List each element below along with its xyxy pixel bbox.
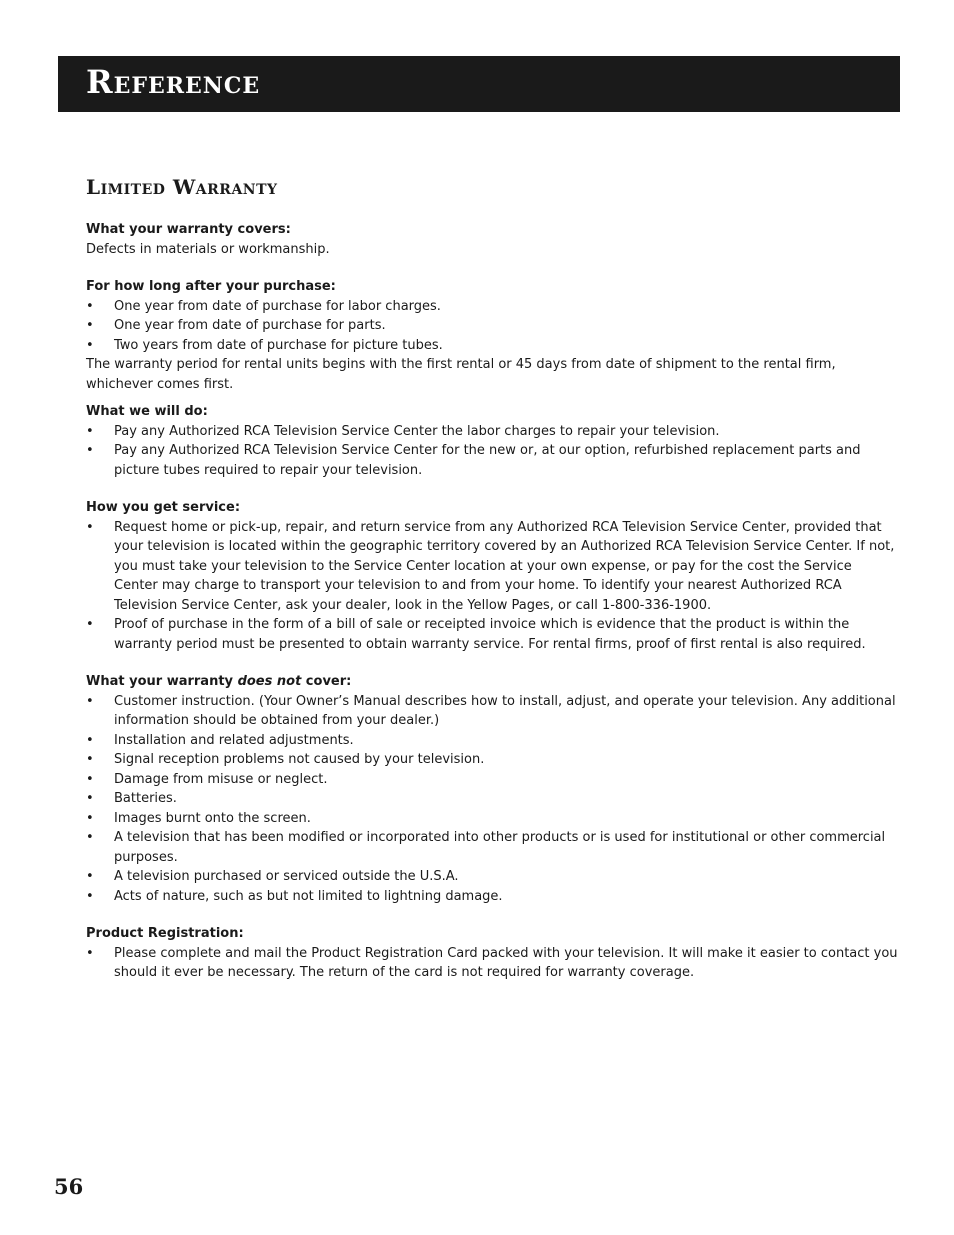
- rental-note: The warranty period for rental units begins with the first rental or 45 days from date of shipment to the rental firm, whichever comes first.: [86, 357, 836, 392]
- list-item: • One year from date of purchase for parts.: [86, 316, 898, 336]
- list-item: • Damage from misuse or neglect.: [86, 770, 898, 790]
- list-item: • A television that has been modified or incorporated into other products or is used for institutional or other commercial purposes.: [86, 830, 886, 865]
- list-item: • A television purchased or serviced outside the U.S.A.: [86, 867, 898, 887]
- header-bar: [58, 56, 900, 112]
- list-item: • Proof of purchase in the form of a bill of sale or receipted invoice which is evidence that the product is within the warranty period must be presented to obtain warranty service. For rental firms, proof of first rental is also required.: [86, 617, 866, 652]
- how-long-section: [86, 277, 898, 394]
- bullet-icon: •: [86, 443, 94, 458]
- list-item: • Customer instruction. (Your Owner’s Manual describes how to install, adjust, and operate your television. Any additional information should be obtained from your dealer.): [86, 693, 896, 728]
- list-item: • Images burnt onto the screen.: [86, 809, 898, 829]
- will-do-list: [86, 422, 898, 481]
- not-cover-section: [86, 672, 898, 906]
- registration-heading: Product Registration:: [86, 926, 244, 941]
- bullet-icon: •: [86, 318, 94, 333]
- bullet-icon: •: [86, 423, 94, 439]
- page-header-title: Reference: [86, 63, 261, 101]
- list-item: • Pay any Authorized RCA Television Service Center the labor charges to repair your television.: [86, 422, 898, 442]
- list-item: • Signal reception problems not caused by your television.: [86, 750, 898, 770]
- covers-text: Defects in materials or workmanship.: [86, 241, 330, 257]
- service-section: [86, 498, 898, 654]
- not-cover-emphasis: does not: [237, 674, 302, 689]
- bullet-icon: •: [86, 888, 94, 904]
- covers-section: [86, 220, 898, 259]
- bullet-icon: •: [86, 810, 94, 826]
- bullet-icon: •: [86, 752, 94, 767]
- bullet-icon: •: [86, 693, 94, 709]
- not-cover-heading: What your warranty does not cover:: [86, 674, 352, 689]
- section-title: Limited Warranty: [86, 175, 278, 199]
- how-long-list: [86, 297, 898, 356]
- list-item: • Batteries.: [86, 789, 898, 809]
- bullet-icon: •: [86, 830, 94, 845]
- list-item: • Request home or pick-up, repair, and return service from any Authorized RCA Television Service Center, provided that your television is located within the geographic territory covered by an Authorized RCA Television Service Center. If not, you must take your television to the Service Center location at your own expense, or pay for the cost the Service Center may charge to transport your television to and from your home. To identify your nearest Authorized RCA Television Service Center, ask your dealer, look in the Yellow Pages, or call 1-800-336-1900.: [86, 519, 895, 613]
- will-do-section: [86, 402, 898, 480]
- bullet-icon: •: [86, 519, 94, 535]
- bullet-icon: •: [86, 732, 94, 748]
- list-item: • Please complete and mail the Product Registration Card packed with your television. It will make it easier to contact you should it ever be necessary. The return of the card is not required for warranty coverage.: [86, 945, 898, 980]
- page-number: 56: [54, 1174, 84, 1199]
- registration-section: [86, 924, 898, 983]
- not-cover-list: [86, 692, 898, 907]
- bullet-icon: •: [86, 298, 94, 314]
- bullet-icon: •: [86, 945, 94, 961]
- bullet-icon: •: [86, 791, 94, 806]
- service-heading: How you get service:: [86, 500, 241, 515]
- how-long-heading: For how long after your purchase:: [86, 279, 336, 294]
- bullet-icon: •: [86, 869, 94, 884]
- will-do-heading: What we will do:: [86, 404, 208, 419]
- bullet-icon: •: [86, 617, 94, 632]
- list-item: • Pay any Authorized RCA Television Service Center for the new or, at our option, refurbished replacement parts and picture tubes required to repair your television.: [86, 443, 861, 478]
- bullet-icon: •: [86, 337, 94, 353]
- covers-heading: What your warranty covers:: [86, 222, 291, 237]
- list-item: • Acts of nature, such as but not limited to lightning damage.: [86, 887, 898, 907]
- list-item: • One year from date of purchase for labor charges.: [86, 297, 898, 317]
- warranty-content: [86, 220, 898, 983]
- list-item: • Two years from date of purchase for picture tubes.: [86, 336, 898, 356]
- registration-list: [86, 944, 898, 983]
- list-item: • Installation and related adjustments.: [86, 731, 898, 751]
- service-list: [86, 518, 898, 655]
- bullet-icon: •: [86, 771, 94, 787]
